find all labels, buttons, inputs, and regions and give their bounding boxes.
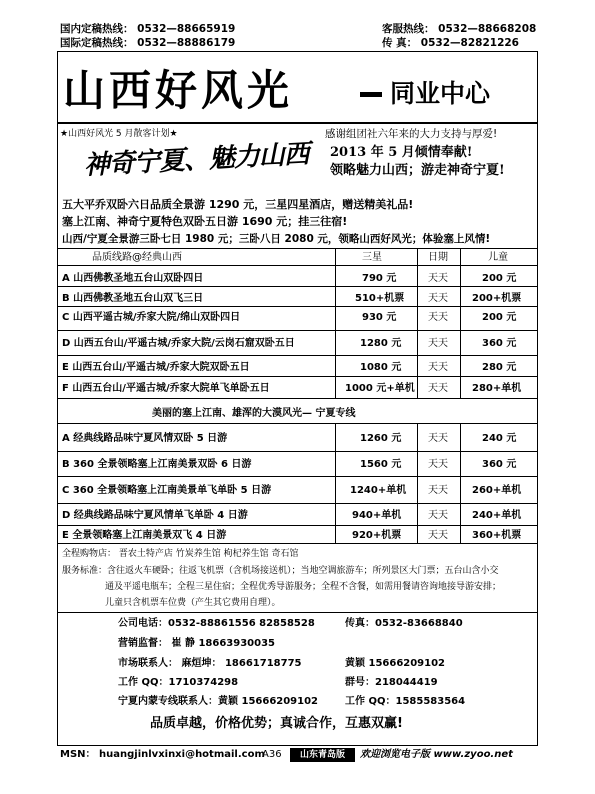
thanks-text: 感谢组团社六年来的大力支持与厚爱! [325, 128, 498, 140]
date: 天天 [428, 510, 448, 521]
table1-header-route: 品质线路@经典山西 [92, 252, 182, 263]
date: 天天 [428, 459, 448, 470]
brand-subtitle: 同业中心 [390, 79, 491, 108]
table1-header-date: 日期 [428, 252, 448, 263]
date: 天天 [428, 530, 448, 541]
table2-row-line [57, 451, 538, 452]
table1-row-line [57, 265, 538, 266]
date: 天天 [428, 485, 448, 496]
price: 1260 元 [360, 433, 402, 444]
route-name: D 山西五台山/平遥古城/乔家大院/云岗石窟双卧五日 [62, 338, 295, 349]
route-name: E 全景领略塞上江南美景双飞 4 日游 [62, 530, 227, 541]
work-qq-1: 工作 QQ：1710374298 [118, 677, 239, 688]
table1-header-child: 儿童 [488, 252, 508, 263]
route-name: A 山西佛教圣地五台山双卧四日 [62, 273, 204, 284]
child-price: 280 元 [482, 362, 517, 373]
promo-2: 塞上江南、神奇宁夏特色双卧五日游 1690 元；挂三往宿! [62, 215, 348, 228]
route-name: A 经典线路品味宁夏风情双卧 5 日游 [62, 433, 228, 444]
plan-title: ★山西好风光 5 月散客计划★ [60, 129, 178, 139]
slogan: 神奇宁夏、魅力山西 [83, 139, 310, 181]
price: 930 元 [362, 312, 397, 323]
date: 天天 [428, 293, 448, 304]
route-name: D 经典线路品味宁夏风情单飞单卧 4 日游 [62, 510, 248, 521]
price: 1240+单机 [350, 485, 407, 496]
date: 天天 [428, 433, 448, 444]
route-name: C 360 全景领略塞上江南美景单飞单卧 5 日游 [62, 485, 272, 496]
price: 1000 元+单机 [345, 383, 415, 394]
table1-row-line [57, 286, 538, 287]
company-fax: 传真：0532-83668840 [345, 618, 463, 629]
table1-top-line [57, 248, 538, 249]
child-price: 360+机票 [472, 530, 522, 541]
table2-top-line [57, 423, 538, 424]
motto: 品质卓越，价格优势；真诚合作，互惠双赢! [150, 716, 403, 731]
service-standard-2: 通及平遥电瓶车；全程三星住宿；全程优秀导游服务；全程不含餐，如需用餐请咨询地接导游安排； [105, 582, 502, 592]
promo-1: 五大平乔双卧六日品质全景游 1290 元，三星四星酒店，赠送精美礼品! [62, 198, 414, 211]
table1-header-star: 三星 [362, 252, 382, 263]
date: 天天 [428, 312, 448, 323]
table1-row-line [57, 355, 538, 356]
msn-contact: MSN： huangjinlvxinxi@hotmail.com [60, 749, 265, 760]
child-price: 260+单机 [472, 485, 522, 496]
route-name: B 山西佛教圣地五台山双飞三日 [62, 293, 204, 304]
promo-3: 山西/宁夏全景游三卧七日 1980 元；三卧八日 2080 元，领略山西好风光；体验塞上风情! [62, 233, 491, 245]
route-name: C 山西平遥古城/乔家大院/绵山双卧四日 [62, 312, 241, 323]
page-number: A36 [262, 749, 282, 760]
headline-2: 领略魅力山西；游走神奇宁夏! [330, 163, 505, 178]
service-standard-3: 儿童只含机票车位费（产生其它费用自理）。 [105, 598, 281, 608]
price: 790 元 [362, 273, 397, 284]
child-price: 240+单机 [472, 510, 522, 521]
website-text: 欢迎浏览电子版 www.zyoo.net [360, 749, 513, 760]
fax-hotline: 传 真： 0532—82821226 [382, 37, 519, 49]
ningxia-section-title: 美丽的塞上江南、雄浑的大漠风光— 宁夏专线 [152, 408, 356, 419]
market-contact-2: 黄颖 15666209102 [345, 658, 446, 669]
table1-bottom-line [57, 398, 538, 399]
table1-row-line [57, 306, 538, 307]
price: 920+机票 [352, 530, 402, 541]
company-phone: 公司电话：0532-88861556 82858528 [118, 618, 315, 629]
brand-dash [360, 92, 382, 97]
price: 1280 元 [360, 338, 402, 349]
table2-row-line [57, 476, 538, 477]
route-name: B 360 全景领略塞上江南美景双卧 6 日游 [62, 459, 252, 470]
divider [57, 122, 538, 124]
shopping-stores: 全程购物店： 晋农土特产店 竹炭养生馆 枸杞养生馆 奇石馆 [62, 549, 299, 559]
market-contact: 市场联系人： 麻烜坤： 18661718775 [118, 658, 302, 669]
edition-badge: 山东青岛版 [290, 748, 355, 762]
marketing-supervisor: 营销监督： 崔 静 18663930035 [118, 638, 275, 649]
price: 1560 元 [360, 459, 402, 470]
price: 940+单机 [352, 510, 402, 521]
ningxia-contact: 宁夏内蒙专线联系人：黄颖 15666209102 [118, 696, 319, 707]
service-standard-1: 服务标准：含往返火车硬卧；往返飞机票（含机场接送机）；当地空调旅游车；所列景区大门票；五台山含小交 [62, 566, 499, 576]
table2-row-line [57, 503, 538, 504]
route-name: E 山西五台山/平遥古城/乔家大院双卧五日 [62, 362, 250, 373]
date: 天天 [428, 338, 448, 349]
child-price: 240 元 [482, 433, 517, 444]
divider [57, 612, 538, 613]
date: 天天 [428, 383, 448, 394]
child-price: 200 元 [482, 273, 517, 284]
price: 1080 元 [360, 362, 402, 373]
group-number: 群号：218044419 [345, 677, 438, 688]
table1-row-line [57, 376, 538, 377]
table2-bottom-line [57, 543, 538, 544]
date: 天天 [428, 362, 448, 373]
service-hotline: 客服热线： 0532—88668208 [382, 23, 537, 35]
domestic-hotline: 国内定稿热线： 0532—88665919 [60, 23, 236, 35]
route-name: F 山西五台山/平遥古城/乔家大院单飞单卧五日 [62, 383, 270, 394]
child-price: 200+机票 [472, 293, 522, 304]
child-price: 360 元 [482, 338, 517, 349]
brand-name: 山西好风光 [63, 66, 294, 115]
headline-1: 2013 年 5 月倾情奉献! [330, 145, 473, 160]
price: 510+机票 [355, 293, 405, 304]
child-price: 280+单机 [472, 383, 522, 394]
child-price: 200 元 [482, 312, 517, 323]
intl-hotline: 国际定稿热线： 0532—88886179 [60, 37, 236, 49]
child-price: 360 元 [482, 459, 517, 470]
date: 天天 [428, 273, 448, 284]
work-qq-2: 工作 QQ：1585583564 [345, 696, 466, 707]
table2-row-line [57, 525, 538, 526]
table1-row-line [57, 330, 538, 331]
